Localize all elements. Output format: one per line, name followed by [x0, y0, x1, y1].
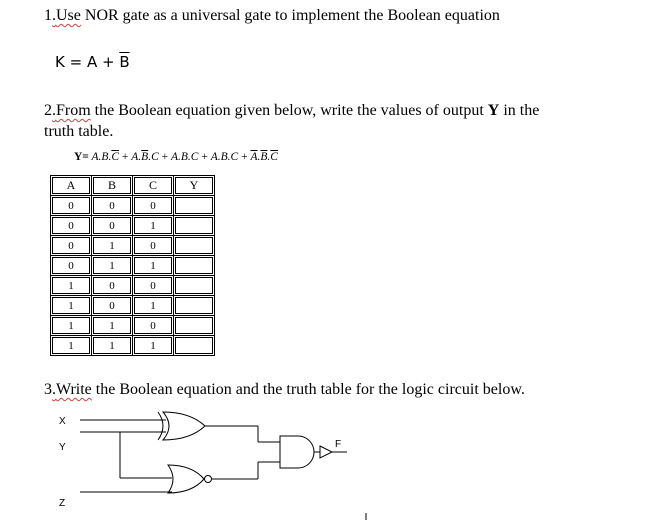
truth-table-cell: 1: [92, 256, 133, 276]
output-label-f: F: [335, 439, 342, 450]
truth-table-cell: 0: [51, 256, 92, 276]
output-buffer: [320, 446, 332, 458]
equation-term: $A.\overline{B}.C$: [131, 151, 159, 163]
equation-term: $A.B.\overline{C}$: [91, 151, 120, 163]
truth-table-header: Y: [174, 176, 215, 196]
question-1-number: 1: [44, 7, 52, 24]
truth-table-cell: 0: [133, 196, 174, 216]
input-label-x: X: [59, 416, 66, 427]
question-3-lead-word: .Write: [52, 381, 92, 398]
truth-table-cell: 1: [51, 336, 92, 356]
question-3-number: 3: [44, 381, 52, 398]
equation-lhs: Y=: [74, 151, 89, 163]
truth-table-cell: 1: [51, 296, 92, 316]
xor-gate: [163, 412, 205, 440]
question-2-text-line1: 2.From the Boolean equation given below, write the values of output Y in the: [44, 102, 540, 119]
complement-var: $\overline{B}$: [260, 151, 268, 163]
complement-var: $\overline{C}$: [111, 151, 120, 163]
question-1-equation: $K = A + \overline{B}$: [55, 53, 130, 71]
truth-table-cell: 0: [92, 276, 133, 296]
input-label-y: Y: [59, 442, 66, 453]
question-2-text-line2: truth table.: [44, 123, 114, 140]
equation-b-bar: $\overline{B}$: [119, 53, 130, 71]
truth-table-cell: 1: [92, 316, 133, 336]
truth-table-cell: 1: [133, 256, 174, 276]
truth-table-cell: 0: [51, 216, 92, 236]
complement-var: $\overline{C}$: [270, 151, 278, 163]
equation-terms: $A.B.\overline{C} + A.\overline{B}.C + A.B.C + A.B.C + \overline{A}.\overline{B}.\overline{C}$: [91, 151, 278, 163]
output-variable: Y: [487, 102, 500, 119]
truth-table-cell: 1: [133, 336, 174, 356]
question-1-body: NOR gate as a universal gate to implement the Boolean equation: [84, 7, 500, 24]
truth-table-cell: 1: [92, 336, 133, 356]
equation-term: A.B.C: [210, 151, 239, 163]
truth-table-cell: 0: [133, 316, 174, 336]
truth-table-cell: 0: [51, 236, 92, 256]
truth-table-cell: 1: [51, 276, 92, 296]
nor-gate: [168, 465, 204, 493]
complement-var: $\overline{B}$: [141, 151, 149, 163]
xor-gate-back-curve: [158, 412, 163, 440]
truth-table-header: C: [133, 176, 174, 196]
question-2-lead-word: .From: [52, 102, 91, 119]
truth-table-cell: 0: [92, 296, 133, 316]
complement-var: $\overline{A}$: [250, 151, 258, 163]
nor-gate-bubble: [205, 476, 212, 483]
truth-table-cell: 1: [92, 236, 133, 256]
truth-table-cell: 0: [92, 216, 133, 236]
question-2-number: 2: [44, 102, 52, 119]
truth-table-cell: 0: [92, 196, 133, 216]
truth-table-cell: 1: [133, 296, 174, 316]
input-label-z: Z: [59, 498, 66, 509]
truth-table-cell: 0: [51, 196, 92, 216]
question-3-body: the Boolean equation and the truth table for the logic circuit below.: [95, 381, 525, 398]
truth-table-cell: 0: [133, 236, 174, 256]
truth-table-header: B: [92, 176, 133, 196]
truth-table-cell: 1: [51, 316, 92, 336]
equation-term: A.B.C: [171, 151, 199, 163]
and-gate: [280, 436, 314, 468]
question-1-lead-word: .Use: [52, 7, 81, 24]
truth-table-cell: 0: [133, 276, 174, 296]
truth-table-cell: 1: [133, 216, 174, 236]
truth-table-header: A: [51, 176, 92, 196]
equation-term: $\overline{A}.\overline{B}.\overline{C}$: [250, 151, 278, 163]
